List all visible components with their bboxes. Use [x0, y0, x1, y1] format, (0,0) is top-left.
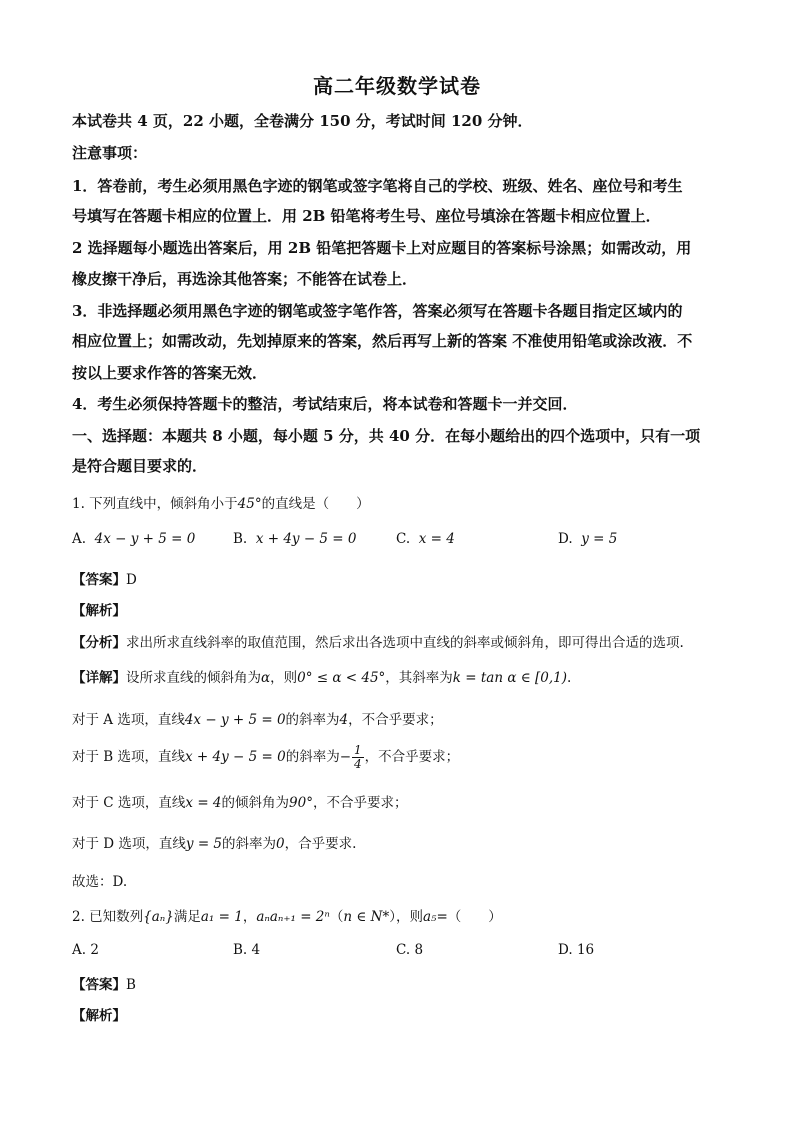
q1-option-b: B. x + 4y − 5 = 0: [233, 531, 357, 547]
notice-line: 按以上要求作答的答案无效．: [72, 364, 268, 382]
notice-line: 1．答卷前，考生必须用黑色字迹的钢笔或签字笔将自己的学校、班级、姓名、座位号和考生: [72, 177, 683, 195]
q2-option-c: C. 8: [396, 942, 424, 958]
question-2-stem: 2. 已知数列{aₙ}满足a₁ = 1，aₙaₙ₊₁ = 2ⁿ（n ∈ N*），则a₅=（ ）: [72, 909, 502, 925]
notice-line: 3．非选择题必须用黑色字迹的钢笔或签字笔作答，答案必须写在答题卡各题目指定区域内的: [72, 302, 683, 320]
q1-detail: 【详解】设所求直线的倾斜角为α，则0° ≤ α < 45°，其斜率为k = tan α ∈ [0,1).: [72, 670, 572, 686]
q1-option-a: A. 4x − y + 5 = 0: [72, 531, 196, 547]
q2-answer: 【答案】B: [72, 977, 136, 993]
notice-line: 4．考生必须保持答题卡的整洁，考试结束后，将本试卷和答题卡一并交回．: [72, 395, 578, 413]
notice-line: 相应位置上；如需改动，先划掉原来的答案，然后再写上新的答案 不准使用铅笔或涂改液．不: [72, 332, 693, 350]
q1-answer: 【答案】D: [72, 572, 137, 588]
q1-check-c: 对于 C 选项，直线x = 4的倾斜角为90°，不合乎要求；: [72, 795, 408, 811]
q1-check-a: 对于 A 选项，直线4x − y + 5 = 0的斜率为4，不合乎要求；: [72, 712, 443, 728]
q1-conclusion: 故选：D.: [72, 874, 128, 890]
q2-option-d: D. 16: [558, 942, 595, 958]
question-1-stem: 1. 下列直线中，倾斜角小于45°的直线是（ ）: [72, 496, 370, 512]
q1-fenxi: 【分析】求出所求直线斜率的取值范围，然后求出各选项中直线的斜率或倾斜角，即可得出合适的选项.: [72, 635, 684, 651]
notice-heading: 注意事项：: [72, 144, 148, 162]
exam-intro: 本试卷共 4 页，22 小题，全卷满分 150 分，考试时间 120 分钟．: [72, 112, 533, 130]
section-heading: 一、选择题：本题共 8 小题，每小题 5 分，共 40 分．在每小题给出的四个选项中，只有一项: [72, 427, 701, 445]
q2-option-a: A. 2: [72, 942, 99, 958]
q2-option-b: B. 4: [233, 942, 261, 958]
q1-check-d: 对于 D 选项，直线y = 5的斜率为0，合乎要求.: [72, 836, 357, 852]
q1-option-c: C. x = 4: [396, 531, 455, 547]
q2-analysis-tag: 【解析】: [72, 1008, 126, 1024]
notice-line: 号填写在答题卡相应的位置上．用 2B 铅笔将考生号、座位号填涂在答题卡相应位置上．: [72, 207, 661, 225]
notice-line: 橡皮擦干净后，再选涂其他答案；不能答在试卷上．: [72, 270, 418, 288]
q1-check-b: 对于 B 选项，直线x + 4y − 5 = 0的斜率为− $\frac{1}{4}$ ，不合乎要求；: [72, 743, 460, 771]
notice-line: 2 选择题每小题选出答案后，用 2B 铅笔把答题卡上对应题目的答案标号涂黑；如需改动，用: [72, 239, 692, 257]
fraction: $\frac{1}{4}$: [354, 743, 362, 771]
section-heading-cont: 是符合题目要求的．: [72, 457, 208, 475]
page-title: 高二年级数学试卷: [313, 74, 481, 98]
q1-analysis-tag: 【解析】: [72, 603, 126, 619]
q1-option-d: D. y = 5: [558, 531, 618, 547]
